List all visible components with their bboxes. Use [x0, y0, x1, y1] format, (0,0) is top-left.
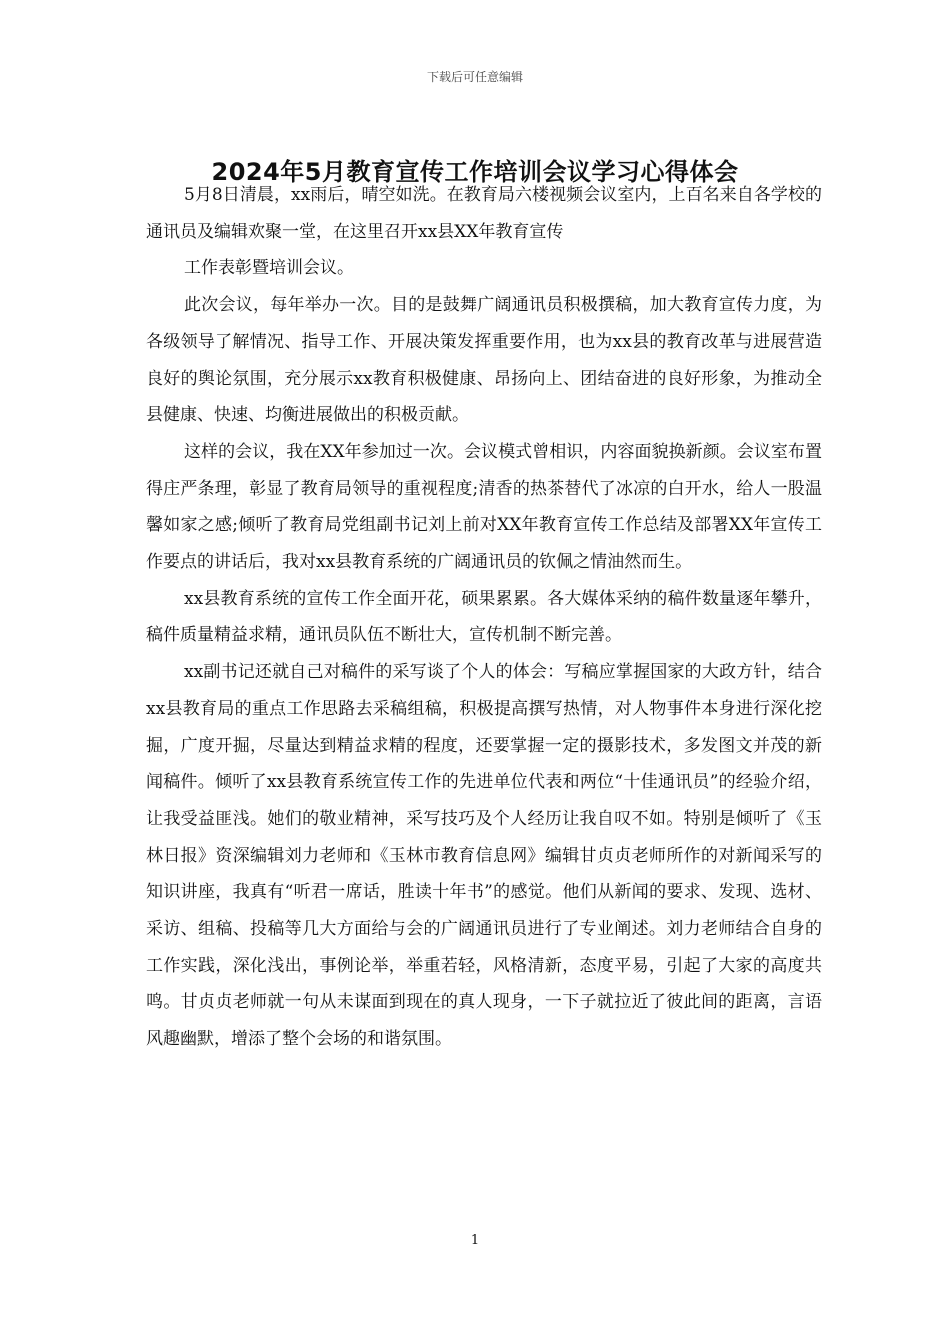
paragraph-6: xx副书记还就自己对稿件的采写谈了个人的体会：写稿应掌握国家的大政方针，结合xx县教育局的重点工作思路去采稿组稿，积极提高撰写热情，对人物事件本身进行深化挖掘，广度开掘，尽量达到精益求精的程度，还要掌握一定的摄影技术，多发图文并茂的新闻稿件。倾听了xx县教育系统宣传工作的先进单位代表和两位“十佳通讯员”的经验介绍，让我受益匪浅。她们的敬业精神，采写技巧及个人经历让我自叹不如。特别是倾听了《玉林日报》资深编辑刘力老师和《玉林市教育信息网》编辑甘贞贞老师所作的对新闻采写的知识讲座，我真有“听君一席话，胜读十年书”的感觉。他们从新闻的要求、发现、选材、采访、组稿、投稿等几大方面给与会的广阔通讯员进行了专业阐述。刘力老师结合自身的工作实践，深化浅出，事例论举，举重若轻，风格清新，态度平易，引起了大家的高度共鸣。甘贞贞老师就一句从未谋面到现在的真人现身，一下子就拉近了彼此间的距离，言语风趣幽默，增添了整个会场的和谐氛围。 — [146, 662, 822, 1050]
paragraph-2: 工作表彰暨培训会议。 — [184, 258, 354, 279]
page-header: 下载后可任意编辑 — [426, 70, 523, 84]
page-number: 1 — [470, 1233, 480, 1248]
paragraph-4: 这样的会议，我在XX年参加过一次。会议模式曾相识，内容面貌换新颜。会议室布置得庄严条理，彰显了教育局领导的重视程度;清香的热茶替代了冰凉的白开水，给人一股温馨如家之感;倾听了教育局党组副书记刘上前对XX年教育宣传工作总结及部署XX年宣传工作要点的讲话后，我对xx县教育系统的广阔通讯员的钦佩之情油然而生。 — [146, 441, 822, 573]
paragraph-5: xx县教育系统的宣传工作全面开花，硕果累累。各大媒体采纳的稿件数量逐年攀升，稿件质量精益求精，通讯员队伍不断壮大，宣传机制不断完善。 — [146, 588, 822, 646]
paragraph-1: 5月8日清晨，xx雨后，晴空如洗。在教育局六楼视频会议室内，上百名来自各学校的通讯员及编辑欢聚一堂，在这里召开xx县XX年教育宣传 — [146, 185, 822, 242]
paragraph-3: 此次会议，每年举办一次。目的是鼓舞广阔通讯员积极撰稿，加大教育宣传力度，为各级领导了解情况、指导工作、开展决策发挥重要作用，也为xx县的教育改革与进展营造良好的舆论氛围，充分展示xx教育积极健康、昂扬向上、团结奋进的良好形象，为推动全县健康、快速、均衡进展做出的积极贡献。 — [146, 295, 822, 426]
document-body — [146, 177, 822, 1058]
document-title: 2024年5月教育宣传工作培训会议学习心得体会 — [211, 158, 739, 186]
